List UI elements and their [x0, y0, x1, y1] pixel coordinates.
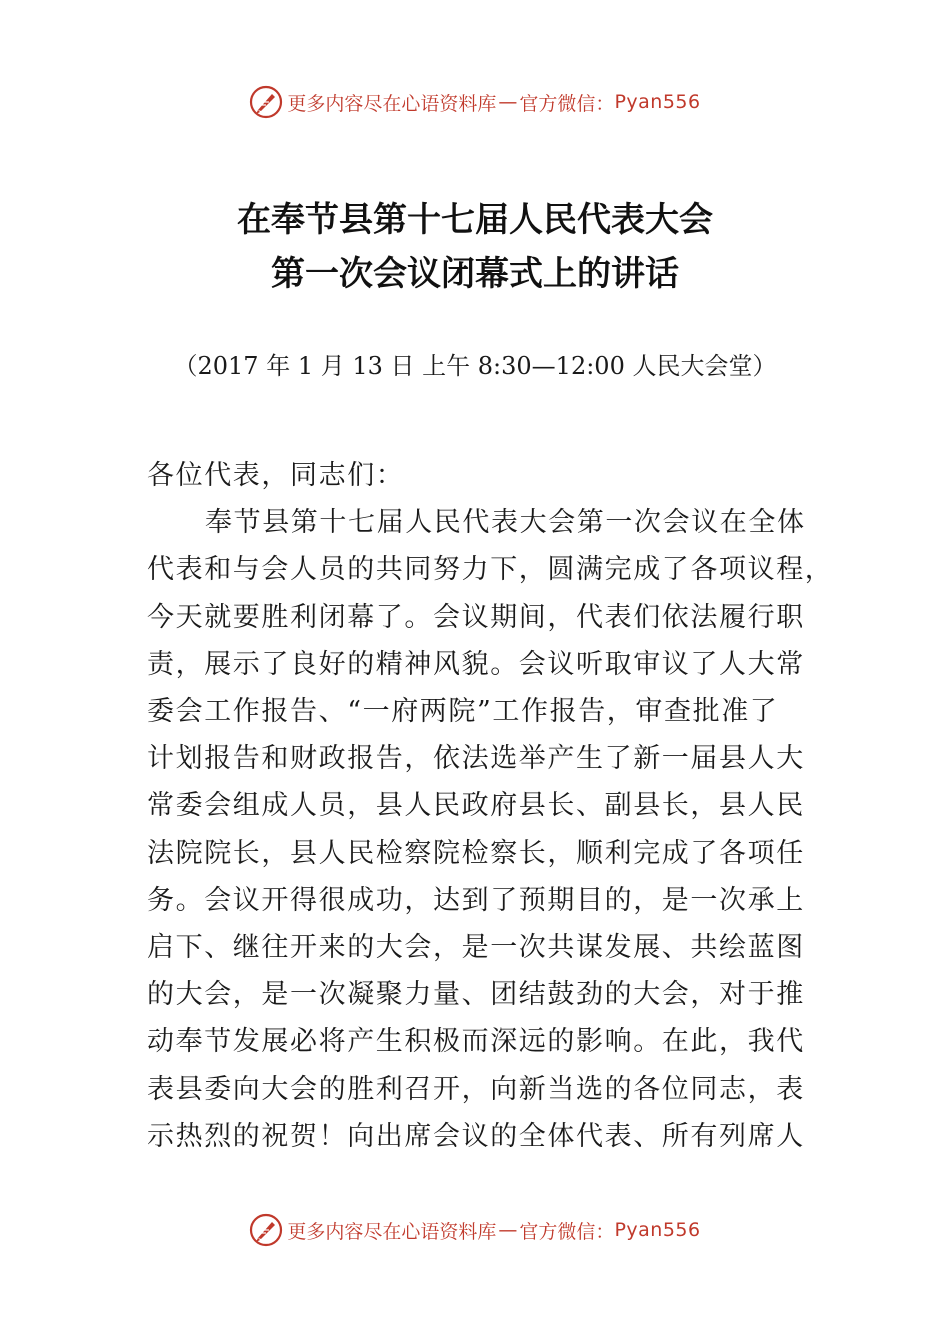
- paragraph-line: 奉节县第十七届人民代表大会第一次会议在全体: [205, 507, 806, 539]
- paragraph-line: 常委会组成人员，县人民政府县长、副县长，县人民: [147, 790, 805, 822]
- paragraph-line: 启下、继往开来的大会，是一次共谋发展、共绘蓝图: [147, 932, 805, 964]
- banner-dash: —: [498, 1219, 518, 1241]
- paragraph-line: 代表和与会人员的共同努力下，圆满完成了各项议程，: [147, 554, 834, 586]
- banner-text: 更多内容尽在心语资料库: [287, 1220, 497, 1243]
- paragraph-line: 动奉节发展必将产生积极而深远的影响。在此，我代: [147, 1026, 805, 1058]
- greeting: 各位代表，同志们：: [147, 460, 405, 491]
- speech-body: [147, 452, 834, 1160]
- banner-wechat-id: Pyan556: [614, 1219, 701, 1241]
- banner-wechat-id: Pyan556: [614, 91, 701, 113]
- document-title-line-2: 第一次会议闭幕式上的讲话: [271, 254, 679, 294]
- paragraph-line: 责，展示了良好的精神风貌。会议听取审议了人大常: [147, 648, 805, 680]
- paragraph-line: 法院院长，县人民检察院检察长，顺利完成了各项任: [147, 837, 805, 869]
- header-watermark-banner: [0, 82, 950, 122]
- date-venue-subtitle: （2017 年 1 月 13 日 上午 8:30—12:00 人民大会堂）: [173, 352, 777, 380]
- banner-wechat-label: 官方微信：: [519, 92, 615, 115]
- paragraph-line: 表县委向大会的胜利召开，向新当选的各位同志，表: [147, 1073, 805, 1105]
- footer-watermark-banner: [0, 1210, 950, 1250]
- feather-pen-icon: [249, 1213, 283, 1247]
- paragraph-line: 委会工作报告、“一府两院”工作报告，审查批准了: [147, 696, 779, 728]
- paragraph-line: 今天就要胜利闭幕了。会议期间，代表们依法履行职: [147, 601, 805, 633]
- banner-wechat-label: 官方微信：: [519, 1220, 615, 1243]
- paragraph-line: 务。会议开得很成功，达到了预期目的，是一次承上: [147, 884, 805, 916]
- banner-text: 更多内容尽在心语资料库: [287, 92, 497, 115]
- paragraph-line: 的大会，是一次凝聚力量、团结鼓劲的大会，对于推: [147, 979, 805, 1011]
- feather-pen-icon: [249, 85, 283, 119]
- paragraph-line: 示热烈的祝贺！向出席会议的全体代表、所有列席人: [147, 1120, 805, 1152]
- banner-dash: —: [498, 91, 518, 113]
- document-title-line-1: 在奉节县第十七届人民代表大会: [237, 200, 713, 240]
- paragraph-line: 计划报告和财政报告，依法选举产生了新一届县人大: [147, 743, 805, 775]
